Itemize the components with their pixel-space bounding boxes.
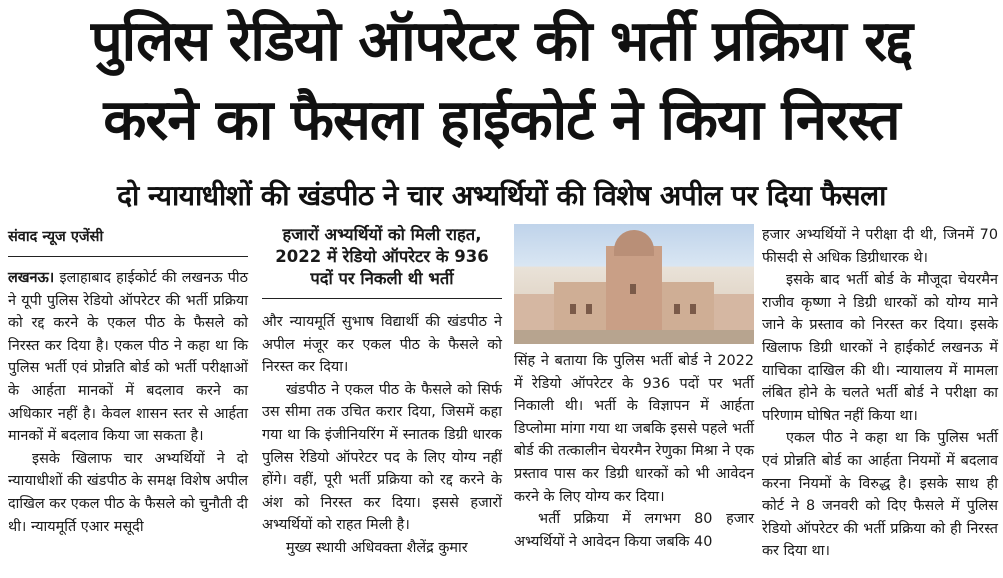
photo-dome bbox=[614, 230, 654, 256]
subheadline: दो न्यायाधीशों की खंडपीठ ने चार अभ्यर्थियों की विशेष अपील पर दिया फैसला bbox=[117, 179, 886, 212]
photo-window bbox=[570, 304, 576, 314]
article-column-4 bbox=[762, 224, 998, 563]
photo-window bbox=[586, 304, 592, 314]
photo-window bbox=[690, 304, 696, 314]
paragraph: खंडपीठ ने एकल पीठ के फैसले को सिर्फ उस सीमा तक उचित करार दिया, जिसमें कहा गया था कि इंजीनियरिंग में स्नातक डिग्री धारक पुलिस रेडियो ऑपरेटर पद के लिए योग्य नहीं होंगे। वहीं, पूरी भर्ती प्रक्रिया को रद्द करने के अंश को निरस्त कर दिया। इससे हजारों अभ्यर्थियों को राहत मिली है। bbox=[262, 381, 502, 534]
paragraph: इसके बाद भर्ती बोर्ड के मौजूदा चेयरमैन राजीव कृष्णा ने डिग्री धारकों को योग्य माने जाने के प्रस्ताव को निरस्त कर दिया। इसके खिलाफ डिग्री धारकों ने हाईकोर्ट लखनऊ में याचिका दाखिल की थी। न्यायालय में मामला लंबित होने के चलते भर्ती बोर्ड ने परीक्षा का परिणाम घोषित नहीं किया था। bbox=[762, 272, 998, 424]
headline-line-1: पुलिस रेडियो ऑपरेटर की भर्ती प्रक्रिया रद्द bbox=[90, 9, 913, 74]
court-building-photo bbox=[514, 224, 754, 344]
paragraph: और न्यायमूर्ति सुभाष विद्यार्थी की खंडपीठ ने अपील मंजूर कर एकल पीठ के फैसले को निरस्त कर दिया। bbox=[262, 314, 502, 376]
article-column-2 bbox=[262, 224, 502, 560]
article-column-3 bbox=[514, 350, 754, 553]
paragraph: भर्ती प्रक्रिया में लगभग 80 हजार अभ्यर्थियों ने आवेदन किया जबकि 40 bbox=[514, 511, 754, 550]
paragraph bbox=[8, 267, 248, 448]
article-column-1 bbox=[8, 224, 248, 538]
paragraph: मुख्य स्थायी अधिवक्ता शैलेंद्र कुमार bbox=[286, 539, 468, 556]
paragraph: एकल पीठ ने कहा था कि पुलिस भर्ती एवं प्रोन्नति बोर्ड का आर्हता नियमों में बदलाव करना नियमों के विरुद्ध है। इसके साथ ही कोर्ट ने 8 जनवरी को दिए फैसले में पुलिस रेडियो ऑपरेटर की भर्ती प्रक्रिया को ही निरस्त कर दिया था। bbox=[762, 430, 998, 560]
photo-ground bbox=[514, 330, 754, 344]
dateline-city: लखनऊ। bbox=[8, 270, 55, 286]
paragraph: इसके खिलाफ चार अभ्यर्थियों ने दो न्यायाधीशों की खंडपीठ के समक्ष विशेष अपील दाखिल कर एकल पीठ के फैसले को चुनौती दी थी। न्यायमूर्ति एआर मसूदी bbox=[8, 450, 248, 535]
paragraph: सिंह ने बताया कि पुलिस भर्ती बोर्ड ने 2022 में रेडियो ऑपरेटर के 936 पदों पर भर्ती निकाली थी। भर्ती के विज्ञापन में आर्हता डिप्लोमा मांगा गया था जबकि इससे पहले भर्ती बोर्ड की तत्कालीन चेयरमैन रेणुका मिश्रा ने एक प्रस्ताव पास कर डिग्री धारकों को भी आवेदन करने के लिए योग्य कर दिया। bbox=[514, 353, 754, 505]
paragraph-text: इलाहाबाद हाईकोर्ट की लखनऊ पीठ ने यूपी पुलिस रेडियो ऑपरेटर की भर्ती प्रक्रिया को रद्द करने के एकल पीठ के फैसले को निरस्त कर दिया है। एकल पीठ ने कहा था कि पुलिस भर्ती एवं प्रोन्नति बोर्ड को भर्ती परीक्षाओं के आर्हता मानकों में बदलाव करने का अधिकार नहीं है। केवल शासन स्तर से आर्हता मानकों में बदलाव किया जा सकता है। bbox=[8, 270, 249, 445]
pull-quote: हजारों अभ्यर्थियों को मिली राहत, 2022 में रेडियो ऑपरेटर के 936 पदों पर निकली थी भर्ती bbox=[262, 224, 502, 299]
headline-line-2: करने का फैसला हाईकोर्ट ने किया निरस्त bbox=[103, 88, 900, 153]
photo-window bbox=[630, 284, 636, 294]
photo-window bbox=[674, 304, 680, 314]
paragraph: हजार अभ्यर्थियों ने परीक्षा दी थी, जिनमें 70 फीसदी से अधिक डिग्रीधारक थे। bbox=[762, 227, 998, 266]
byline-divider bbox=[8, 256, 248, 257]
byline-agency: संवाद न्यूज एजेंसी bbox=[8, 229, 104, 245]
